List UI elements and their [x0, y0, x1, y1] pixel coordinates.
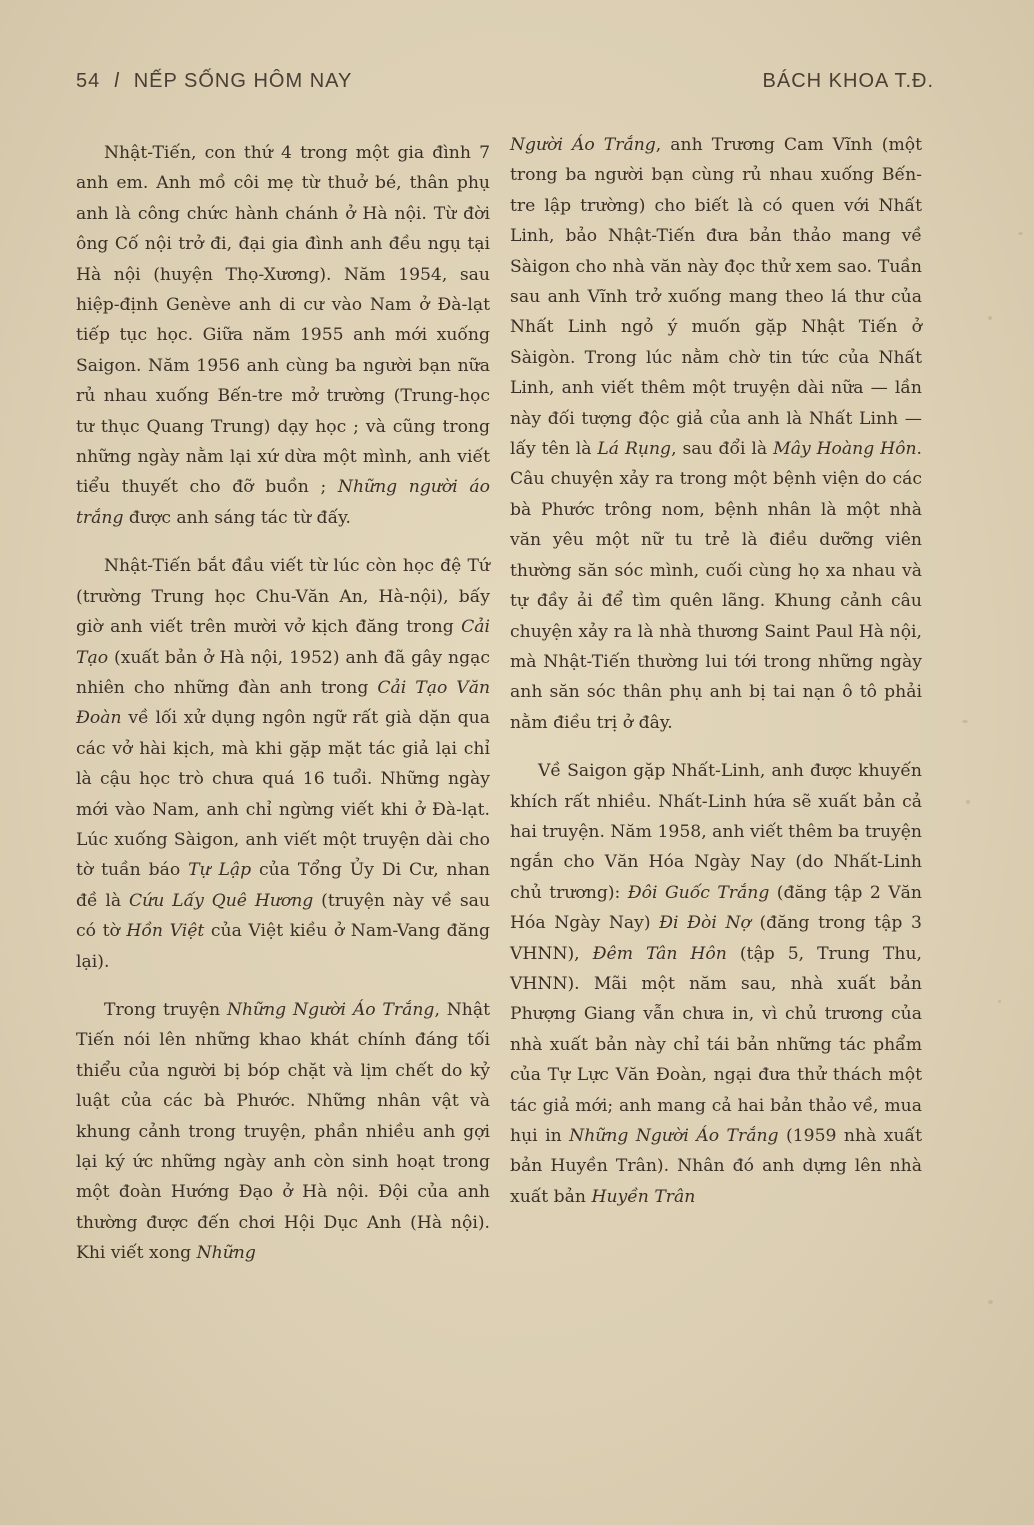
text-run: , sau đổi là: [671, 439, 774, 460]
paper-speck: [966, 800, 970, 804]
work-title: Những Người Áo Trắng: [226, 999, 435, 1020]
text-run: (truyện này về sau có tờ: [76, 890, 490, 942]
header-left: [76, 70, 352, 93]
work-title: Mây Hoàng Hôn: [773, 439, 917, 460]
text-run: (xuất bản ở Hà nội, 1952) anh đã gây ngạc nhiên cho những đàn anh trong: [76, 647, 490, 698]
text-run: Trong truyện: [104, 999, 227, 1020]
running-header: [76, 70, 934, 100]
right-column: [510, 130, 922, 1212]
text-run: (1959 nhà xuất bản Huyền Trân). Nhân đó anh dựng lên nhà xuất bản: [510, 1126, 922, 1207]
paper-speck: [998, 1000, 1001, 1003]
paper-speck: [1018, 232, 1023, 235]
work-title: Những: [196, 1243, 256, 1264]
text-run: của Việt kiều ở Nam-Vang đăng lại).: [76, 921, 490, 972]
header-separator: l: [114, 70, 120, 92]
work-title: Cứu Lấy Quê Hương: [129, 890, 314, 911]
paragraph-right-1: [510, 130, 922, 738]
text-run: (đăng tập 2 Văn Hóa Ngày Nay): [510, 882, 922, 934]
paper-speck: [962, 720, 968, 723]
work-title: Những Người Áo Trắng: [569, 1126, 779, 1146]
work-title: Đôi Guốc Trắng: [627, 882, 770, 903]
work-title: Những người áo trắng: [76, 477, 490, 528]
work-title: Đêm Tân Hôn: [592, 943, 727, 964]
left-column: [76, 138, 490, 1269]
paper-speck: [988, 316, 992, 320]
paragraph-left-1: [76, 138, 490, 533]
work-title: Huyền Trân: [591, 1186, 696, 1207]
text-run: của Tổng Ủy Di Cư, nhan đề là: [76, 860, 490, 911]
page-number: 54: [76, 70, 101, 92]
text-run: được anh sáng tác từ đấy.: [123, 507, 351, 528]
text-run: , Nhật Tiến nói lên những khao khát chính đáng tối thiểu của người bị bóp chặt và lịm chết do kỷ luật của các bà Phước. Những nhân vật và khung cảnh trong truyện, phần nhiều anh gợi lại ký ức những ngày anh còn sinh hoạt trong một đoàn Hướng Đạo ở Hà nội. Đội của anh thường được đến chơi Hội Dục Anh (Hà nội). Khi viết xong: [76, 999, 491, 1264]
text-run: . Câu chuyện xảy ra trong một bệnh viện do các bà Phước trông nom, bệnh nhân là một nhà văn yêu một nữ tu trẻ là điều dưỡng viên thường săn sóc mình, cuối cùng họ xa nhau và tự đầy ải để tìm quên lãng. Khung cảnh câu chuyện xảy ra là nhà thương Saint Paul Hà nội, mà Nhật-Tiến thường lui tới trong những ngày anh săn sóc thân phụ anh bị tai nạn ô tô phải nằm điều trị ở đây.: [510, 439, 923, 733]
section-title: NẾP SỐNG HÔM NAY: [133, 70, 353, 92]
work-title: Cải Tạo: [76, 617, 490, 668]
text-run: (đăng trong tập 3 VHNN),: [510, 913, 922, 964]
work-title: Đi Đòi Nợ: [659, 913, 751, 934]
text-run: về lối xử dụng ngôn ngữ rất già dặn qua các vở hài kịch, mà khi gặp mặt tác giả lại chỉ là cậu học trò chưa quá 16 tuổi. Những ngày mới vào Nam, anh chỉ ngừng viết khi ở Đà-lạt. Lúc xuống Sàigon, anh viết một truyện dài cho tờ tuần báo: [76, 708, 490, 881]
paragraph-left-3: [76, 995, 490, 1269]
paragraph-left-2: [76, 551, 490, 977]
work-title: Cải Tạo Văn Đoàn: [76, 677, 491, 729]
text-run: Nhật-Tiến, con thứ 4 trong một gia đình 7 anh em. Anh mồ côi mẹ từ thuở bé, thân phụ anh là công chức hành chánh ở Hà nội. Từ đời ông Cố nội trở đi, đại gia đình anh đều ngụ tại Hà nội (huyện Thọ-Xương). Năm 1954, sau hiệp-định Genève anh di cư vào Nam ở Đà-lạt tiếp tục học. Giữa năm 1955 anh mới xuống Saigon. Năm 1956 anh cùng ba người bạn nữa rủ nhau xuống Bến-tre mở trường (Trung-học tư thục Quang Trung) dạy học ; và cũng trong những ngày nằm lại xứ dừa một mình, anh viết tiểu thuyết cho đỡ buồn ;: [76, 143, 490, 498]
work-title: Lá Rụng: [597, 439, 672, 460]
paragraph-right-2: [510, 756, 922, 1212]
work-title: Tự Lập: [188, 860, 252, 881]
text-run: Về Saigon gặp Nhất-Linh, anh được khuyến khích rất nhiều. Nhất-Linh hứa sẽ xuất bản cả hai truyện. Năm 1958, anh viết thêm ba truyện ngắn cho Văn Hóa Ngày Nay (do Nhất-Linh chủ trương):: [510, 761, 922, 903]
text-run: (tập 5, Trung Thu, VHNN). Mãi một năm sau, nhà xuất bản Phượng Giang vẫn chưa in, vì chủ trương của nhà xuất bản này chỉ tái bản những tác phẩm của Tự Lực Văn Đoàn, ngại đưa thử thách một tác giả mới; anh mang cả hai bản thảo về, mua hụi in: [510, 943, 922, 1146]
work-title: Hồn Việt: [126, 921, 205, 942]
work-title: Người Áo Trắng: [510, 135, 656, 155]
text-run: , anh Trương Cam Vĩnh (một trong ba người bạn cùng rủ nhau xuống Bến-tre lập trường) cho biết là có quen với Nhất Linh, bảo Nhật-Tiến đưa bản thảo mang về Sàigon cho nhà văn này đọc thử xem sao. Tuần sau anh Vĩnh trở xuống mang theo lá thư của Nhất Linh ngỏ ý muốn gặp Nhật Tiến ở Sàigòn. Trong lúc nằm chờ tin tức của Nhất Linh, anh viết thêm một truyện dài nữa — lần này đối tượng độc giả của anh là Nhất Linh — lấy tên là: [510, 135, 922, 460]
text-run: Nhật-Tiến bắt đầu viết từ lúc còn học đệ Tứ (trường Trung học Chu-Văn An, Hà-nội), bấy giờ anh viết trên mười vở kịch đăng trong: [76, 556, 490, 638]
publication-name: BÁCH KHOA T.Đ.: [762, 70, 934, 92]
paper-speck: [988, 1300, 993, 1304]
